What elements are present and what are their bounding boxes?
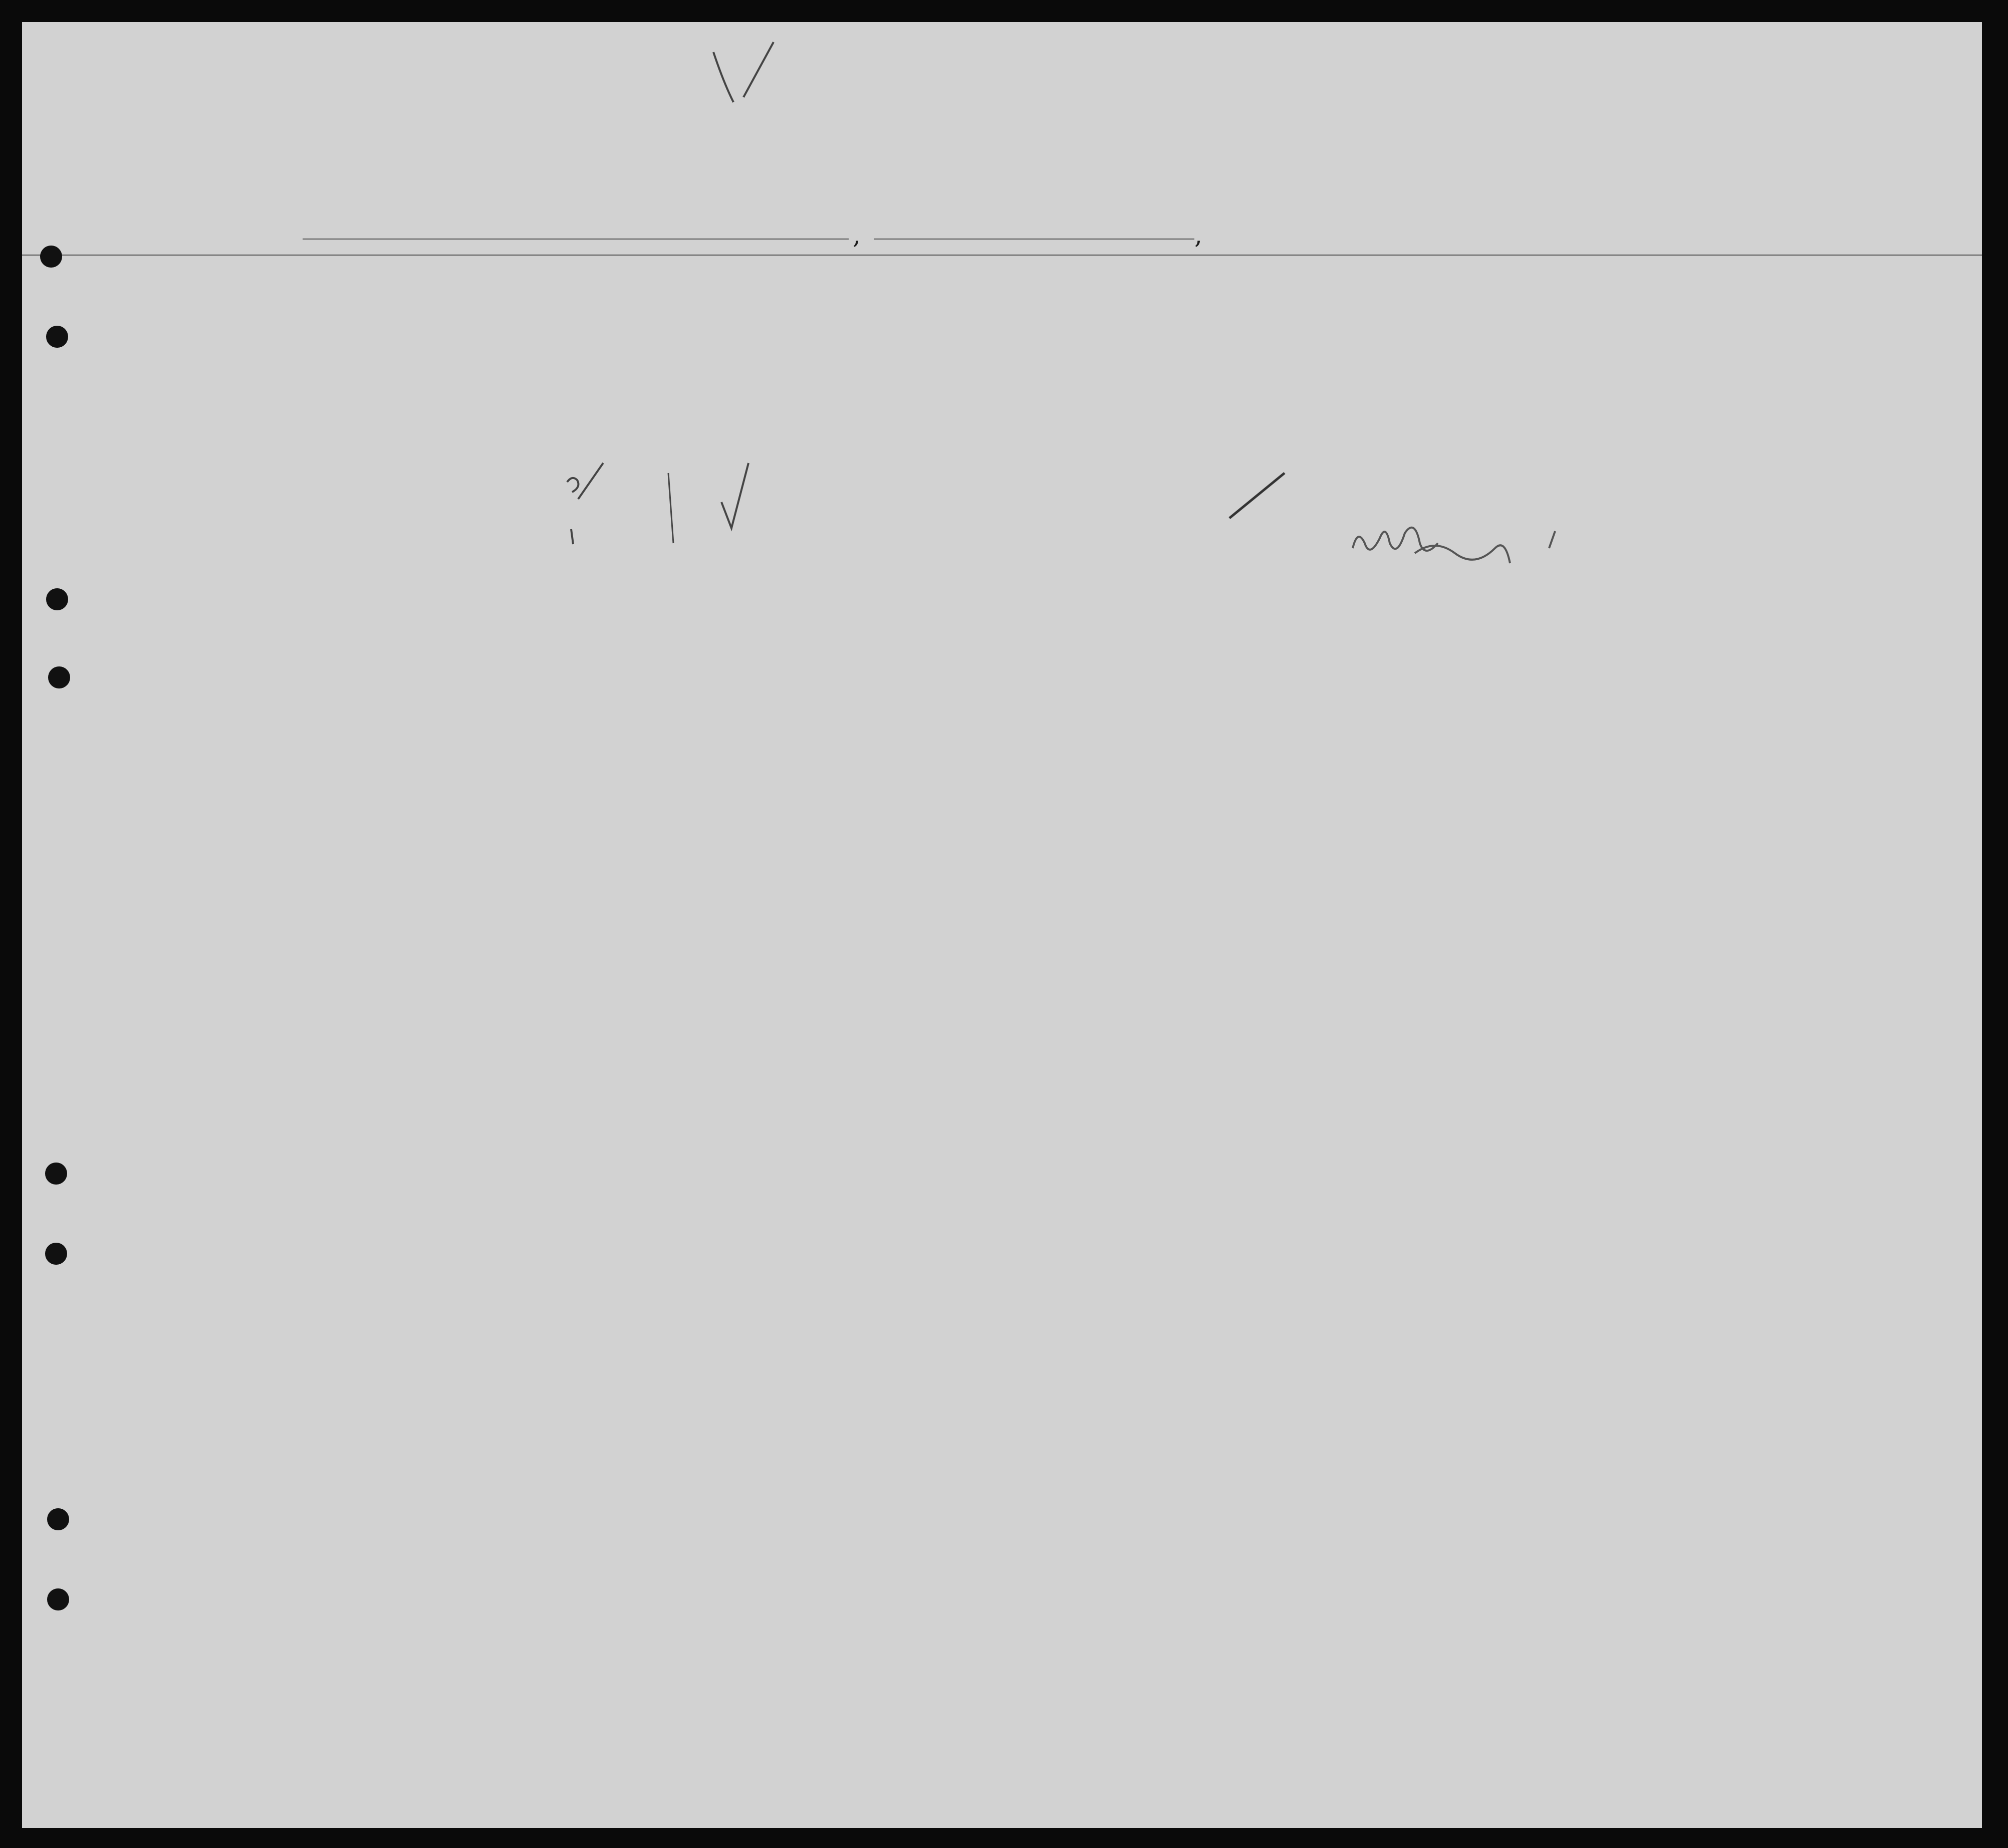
manifest-sheet bbox=[22, 22, 1982, 1828]
comma: , bbox=[853, 220, 861, 250]
handwritten-marks bbox=[22, 22, 1982, 1828]
punch-hole bbox=[48, 666, 70, 688]
punch-hole bbox=[47, 1508, 69, 1530]
punch-hole bbox=[40, 246, 62, 268]
punch-hole bbox=[47, 1588, 69, 1610]
comma-2: , bbox=[1194, 220, 1202, 250]
punch-hole bbox=[46, 326, 68, 348]
punch-hole bbox=[45, 1163, 67, 1185]
punch-hole bbox=[46, 588, 68, 610]
punch-hole bbox=[45, 1243, 67, 1265]
